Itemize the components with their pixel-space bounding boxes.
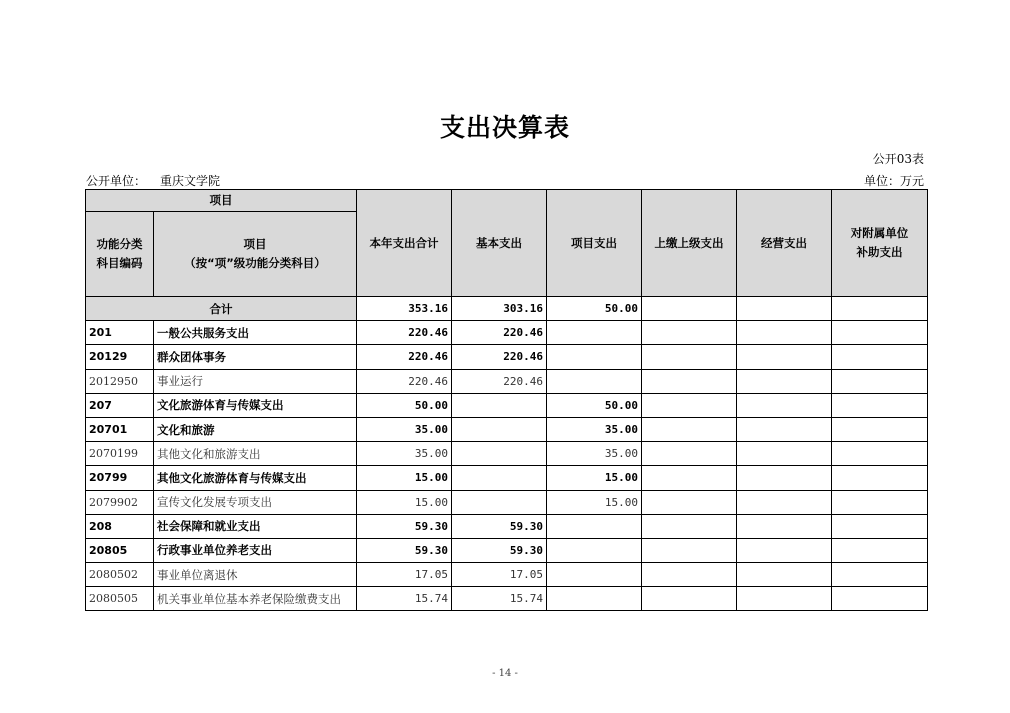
- upper-cell: [642, 345, 737, 369]
- upper-cell: [642, 369, 737, 393]
- upper-cell: [642, 466, 737, 490]
- item-cell: 社会保障和就业支出: [154, 514, 357, 538]
- subsidy-cell: [832, 563, 928, 587]
- reporting-unit-name: 重庆文学院: [160, 174, 221, 188]
- basic-cell: [452, 490, 547, 514]
- subsidy-cell: [832, 538, 928, 562]
- item-cell: 文化和旅游: [154, 417, 357, 441]
- reporting-unit: [86, 172, 220, 189]
- reporting-unit-label: 公开单位：: [86, 174, 147, 188]
- total-label: 合计: [86, 297, 357, 321]
- table-row: [86, 514, 928, 538]
- project-cell: 50.00: [547, 393, 642, 417]
- code-cell: 2012950: [86, 369, 154, 393]
- code-cell: 208: [86, 514, 154, 538]
- total-cell: 15.74: [357, 587, 452, 611]
- table-row: [86, 587, 928, 611]
- subsidy-cell: [832, 587, 928, 611]
- expenditure-table: [85, 189, 928, 611]
- header-item-group: 项目: [86, 190, 357, 212]
- subsidy-cell: [832, 369, 928, 393]
- upper-cell: [642, 514, 737, 538]
- code-cell: 201: [86, 321, 154, 345]
- money-unit: 单位：万元: [863, 174, 924, 188]
- upper-cell: [642, 587, 737, 611]
- business-cell: [737, 466, 832, 490]
- business-cell: [737, 563, 832, 587]
- header-project: 项目支出: [547, 190, 642, 297]
- code-cell: 2070199: [86, 442, 154, 466]
- item-cell: 行政事业单位养老支出: [154, 538, 357, 562]
- table-row: [86, 345, 928, 369]
- basic-cell: 17.05: [452, 563, 547, 587]
- item-cell: 其他文化和旅游支出: [154, 442, 357, 466]
- business-cell: [737, 393, 832, 417]
- project-cell: [547, 345, 642, 369]
- total-cell: 59.30: [357, 514, 452, 538]
- project-cell: [547, 538, 642, 562]
- upper-cell: [642, 417, 737, 441]
- total-cell: 17.05: [357, 563, 452, 587]
- project-cell: 15.00: [547, 466, 642, 490]
- total-cell: 50.00: [357, 393, 452, 417]
- project-cell: [547, 321, 642, 345]
- table-row: [86, 442, 928, 466]
- item-cell: 其他文化旅游体育与传媒支出: [154, 466, 357, 490]
- code-cell: 20129: [86, 345, 154, 369]
- code-cell: 2080505: [86, 587, 154, 611]
- upper-cell: [642, 297, 737, 321]
- header-business: 经营支出: [737, 190, 832, 297]
- basic-cell: 220.46: [452, 369, 547, 393]
- header-subsidy: 对附属单位 补助支出: [832, 190, 928, 297]
- table-row: [86, 563, 928, 587]
- table-row: [86, 369, 928, 393]
- project-cell: 35.00: [547, 417, 642, 441]
- upper-cell: [642, 321, 737, 345]
- project-cell: 35.00: [547, 442, 642, 466]
- business-cell: [737, 490, 832, 514]
- total-cell: 220.46: [357, 345, 452, 369]
- code-cell: 20805: [86, 538, 154, 562]
- code-cell: 20701: [86, 417, 154, 441]
- form-number: 公开03表: [872, 152, 924, 166]
- project-cell: [547, 369, 642, 393]
- page-number: - 14 -: [492, 668, 518, 679]
- basic-cell: [452, 393, 547, 417]
- upper-cell: [642, 490, 737, 514]
- subsidy-cell: [832, 321, 928, 345]
- business-cell: [737, 321, 832, 345]
- item-cell: 机关事业单位基本养老保险缴费支出: [154, 587, 357, 611]
- total-cell: 15.00: [357, 490, 452, 514]
- subsidy-cell: [832, 490, 928, 514]
- table-row: [86, 466, 928, 490]
- header-total: 本年支出合计: [357, 190, 452, 297]
- total-row: [86, 297, 928, 321]
- business-cell: [737, 297, 832, 321]
- header-item: 项目 （按“项”级功能分类科目）: [154, 212, 357, 297]
- business-cell: [737, 417, 832, 441]
- item-cell: 宣传文化发展专项支出: [154, 490, 357, 514]
- basic-cell: [452, 417, 547, 441]
- basic-cell: 220.46: [452, 345, 547, 369]
- item-cell: 文化旅游体育与传媒支出: [154, 393, 357, 417]
- total-cell: 353.16: [357, 297, 452, 321]
- business-cell: [737, 514, 832, 538]
- total-cell: 220.46: [357, 321, 452, 345]
- item-cell: 群众团体事务: [154, 345, 357, 369]
- business-cell: [737, 345, 832, 369]
- upper-cell: [642, 538, 737, 562]
- basic-cell: 59.30: [452, 538, 547, 562]
- table-row: [86, 417, 928, 441]
- item-cell: 一般公共服务支出: [154, 321, 357, 345]
- subsidy-cell: [832, 514, 928, 538]
- table-row: [86, 393, 928, 417]
- project-cell: 50.00: [547, 297, 642, 321]
- upper-cell: [642, 393, 737, 417]
- total-cell: 35.00: [357, 417, 452, 441]
- code-cell: 2079902: [86, 490, 154, 514]
- header-basic: 基本支出: [452, 190, 547, 297]
- page-title: 支出决算表: [439, 113, 570, 142]
- total-cell: 59.30: [357, 538, 452, 562]
- code-cell: 2080502: [86, 563, 154, 587]
- project-cell: [547, 514, 642, 538]
- project-cell: 15.00: [547, 490, 642, 514]
- basic-cell: 59.30: [452, 514, 547, 538]
- business-cell: [737, 369, 832, 393]
- total-cell: 15.00: [357, 466, 452, 490]
- project-cell: [547, 563, 642, 587]
- upper-cell: [642, 442, 737, 466]
- code-cell: 207: [86, 393, 154, 417]
- table-row: [86, 321, 928, 345]
- table-row: [86, 538, 928, 562]
- code-cell: 20799: [86, 466, 154, 490]
- subsidy-cell: [832, 442, 928, 466]
- basic-cell: 220.46: [452, 321, 547, 345]
- header-upper: 上缴上级支出: [642, 190, 737, 297]
- subsidy-cell: [832, 417, 928, 441]
- basic-cell: [452, 466, 547, 490]
- item-cell: 事业运行: [154, 369, 357, 393]
- basic-cell: [452, 442, 547, 466]
- subsidy-cell: [832, 393, 928, 417]
- business-cell: [737, 587, 832, 611]
- basic-cell: 303.16: [452, 297, 547, 321]
- basic-cell: 15.74: [452, 587, 547, 611]
- business-cell: [737, 442, 832, 466]
- total-cell: 220.46: [357, 369, 452, 393]
- project-cell: [547, 587, 642, 611]
- table-row: [86, 490, 928, 514]
- subsidy-cell: [832, 297, 928, 321]
- header-code: 功能分类 科目编码: [86, 212, 154, 297]
- upper-cell: [642, 563, 737, 587]
- total-cell: 35.00: [357, 442, 452, 466]
- business-cell: [737, 538, 832, 562]
- subsidy-cell: [832, 466, 928, 490]
- subsidy-cell: [832, 345, 928, 369]
- item-cell: 事业单位离退休: [154, 563, 357, 587]
